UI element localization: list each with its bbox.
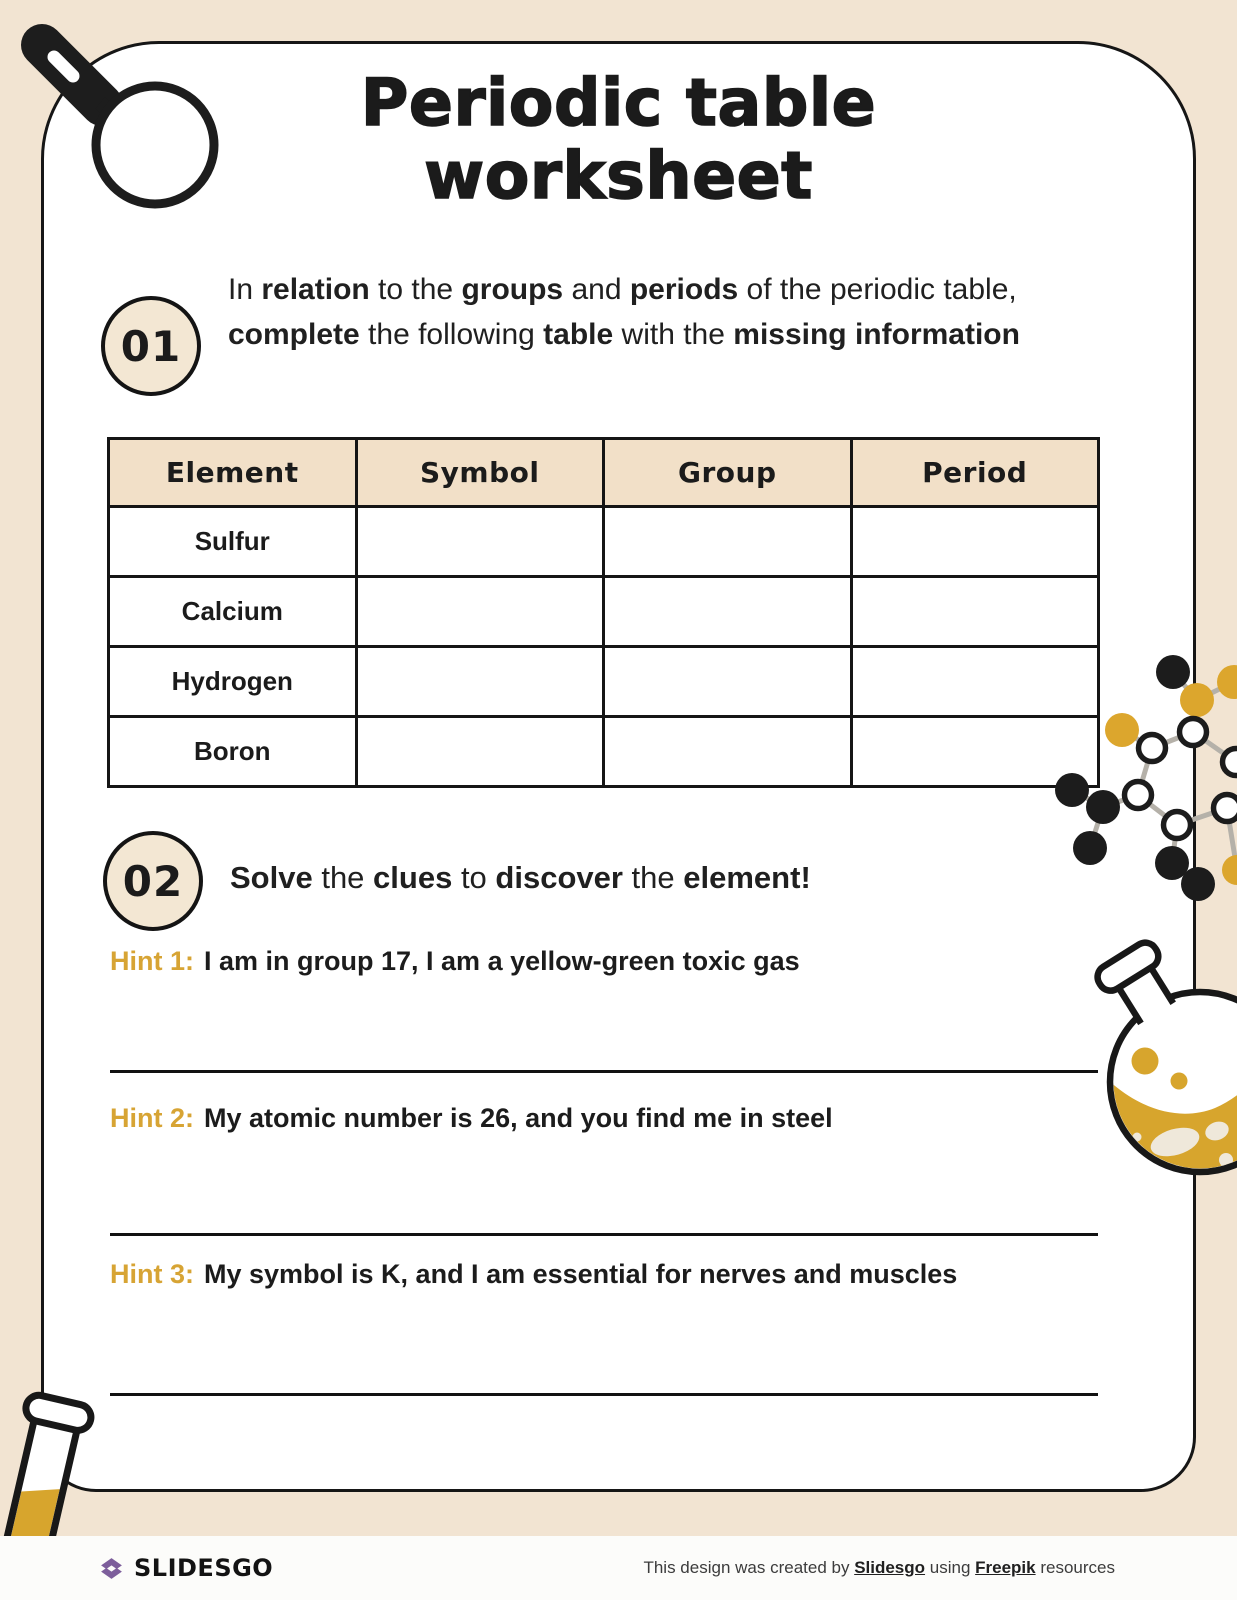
text-segment: periods bbox=[629, 273, 739, 306]
answer-cell-period[interactable] bbox=[851, 717, 1099, 787]
text-segment: using bbox=[925, 1558, 976, 1577]
text-segment: to bbox=[452, 860, 496, 895]
text-segment: element bbox=[683, 860, 801, 895]
answer-cell-period[interactable] bbox=[851, 647, 1099, 717]
task1-instruction bbox=[228, 267, 1073, 357]
page-title-line2: worksheet bbox=[424, 138, 813, 214]
table-row bbox=[109, 647, 1099, 717]
element-name-cell: Sulfur bbox=[109, 507, 357, 577]
table-row bbox=[109, 717, 1099, 787]
answer-cell-symbol[interactable] bbox=[356, 717, 604, 787]
table-header-row bbox=[109, 439, 1099, 507]
text-segment: with the bbox=[613, 318, 734, 351]
task1-number-badge: 01 bbox=[101, 296, 201, 396]
page-title-line1: Periodic table bbox=[360, 66, 877, 141]
table-row bbox=[109, 507, 1099, 577]
hint-3-answer-line[interactable] bbox=[110, 1393, 1098, 1396]
hint-1 bbox=[110, 946, 800, 977]
slidesgo-logo-icon bbox=[98, 1555, 125, 1582]
text-segment: In bbox=[228, 273, 262, 306]
text-segment: Solve bbox=[230, 860, 313, 895]
text-segment: the bbox=[312, 860, 374, 895]
answer-cell-group[interactable] bbox=[604, 647, 852, 717]
slidesgo-link[interactable]: Slidesgo bbox=[854, 1558, 926, 1577]
answer-cell-period[interactable] bbox=[851, 507, 1099, 577]
hint-1-text: I am in group 17, I am a yellow-green toxic gas bbox=[204, 946, 800, 976]
element-name-cell: Calcium bbox=[109, 577, 357, 647]
footer bbox=[0, 1536, 1237, 1600]
text-segment: discover bbox=[495, 860, 623, 895]
answer-cell-period[interactable] bbox=[851, 577, 1099, 647]
text-segment: to the bbox=[369, 273, 462, 306]
text-segment: clues bbox=[373, 860, 453, 895]
col-header-group: Group bbox=[604, 439, 852, 507]
text-segment: groups bbox=[461, 273, 564, 306]
element-table bbox=[107, 437, 1100, 788]
element-name-cell: Hydrogen bbox=[109, 647, 357, 717]
hint-3 bbox=[110, 1259, 957, 1290]
answer-cell-symbol[interactable] bbox=[356, 647, 604, 717]
hint-2-answer-line[interactable] bbox=[110, 1233, 1098, 1236]
task2-number-badge: 02 bbox=[103, 831, 203, 931]
hint-1-answer-line[interactable] bbox=[110, 1070, 1098, 1073]
hint-2-label: Hint 2: bbox=[110, 1103, 194, 1133]
table-row bbox=[109, 577, 1099, 647]
element-name-cell: Boron bbox=[109, 717, 357, 787]
text-segment: relation bbox=[261, 273, 370, 306]
hint-3-text: My symbol is K, and I am essential for nerves and muscles bbox=[204, 1259, 958, 1289]
text-segment: of the periodic table, bbox=[738, 273, 1017, 306]
col-header-element: Element bbox=[109, 439, 357, 507]
hint-2 bbox=[110, 1103, 833, 1134]
text-segment: missing information bbox=[733, 318, 1020, 351]
slidesgo-brand bbox=[98, 1554, 273, 1582]
freepik-link[interactable]: Freepik bbox=[975, 1558, 1036, 1577]
text-segment: This design was created by bbox=[643, 1558, 855, 1577]
answer-cell-symbol[interactable] bbox=[356, 507, 604, 577]
text-segment: the following bbox=[359, 318, 544, 351]
col-header-period: Period bbox=[851, 439, 1099, 507]
text-segment: ! bbox=[800, 860, 811, 895]
answer-cell-group[interactable] bbox=[604, 507, 852, 577]
hint-1-label: Hint 1: bbox=[110, 946, 194, 976]
col-header-symbol: Symbol bbox=[356, 439, 604, 507]
answer-cell-group[interactable] bbox=[604, 717, 852, 787]
hint-3-label: Hint 3: bbox=[110, 1259, 194, 1289]
text-segment: table bbox=[543, 318, 614, 351]
text-segment: and bbox=[563, 273, 630, 306]
text-segment: the bbox=[622, 860, 684, 895]
credit-text bbox=[643, 1558, 1115, 1578]
text-segment: complete bbox=[228, 318, 360, 351]
text-segment: resources bbox=[1035, 1558, 1115, 1577]
hint-2-text: My atomic number is 26, and you find me in steel bbox=[204, 1103, 833, 1133]
answer-cell-group[interactable] bbox=[604, 577, 852, 647]
task2-instruction bbox=[230, 855, 1030, 902]
brand-name: SLIDESGO bbox=[134, 1554, 274, 1582]
answer-cell-symbol[interactable] bbox=[356, 577, 604, 647]
page-title bbox=[41, 68, 1196, 214]
